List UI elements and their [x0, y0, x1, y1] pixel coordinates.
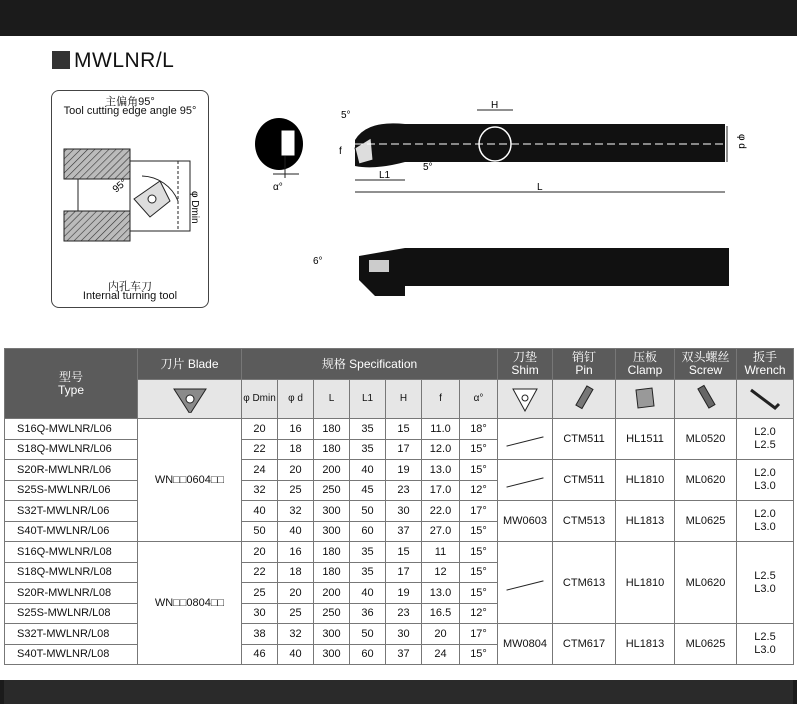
shim-cell: MW0603 [498, 501, 553, 542]
sub-l1: L1 [350, 380, 386, 419]
pin-cell: CTM617 [553, 624, 616, 665]
type-cell: S40T-MWLNR/L06 [5, 521, 138, 542]
value-cell: 25 [278, 603, 314, 624]
value-cell: 35 [350, 419, 386, 440]
inset-title-cn: 主偏角95° [105, 96, 155, 108]
screw-cell: ML0620 [675, 460, 737, 501]
value-cell: 18° [460, 419, 498, 440]
value-cell: 23 [386, 480, 422, 501]
value-cell: 46 [242, 644, 278, 665]
value-cell: 19 [386, 583, 422, 604]
pin-cell: CTM511 [553, 419, 616, 460]
table-row [5, 501, 794, 522]
value-cell: 15° [460, 542, 498, 563]
value-cell: 15° [460, 583, 498, 604]
tool-holder-drawing [255, 96, 795, 306]
wrench-cell: L2.5 L3.0 [737, 542, 794, 624]
angle-5b-label: 5° [423, 162, 433, 173]
value-cell: 19 [386, 460, 422, 481]
sub-alpha: α° [460, 380, 498, 419]
value-cell: 32 [278, 501, 314, 522]
value-cell: 40 [350, 583, 386, 604]
value-cell: 60 [350, 644, 386, 665]
value-cell: 35 [350, 542, 386, 563]
value-cell: 250 [314, 480, 350, 501]
header-row [5, 349, 794, 380]
value-cell: 200 [314, 583, 350, 604]
type-cell: S20R-MWLNR/L08 [5, 583, 138, 604]
sub-l: L [314, 380, 350, 419]
value-cell: 17 [386, 562, 422, 583]
value-cell: 16 [278, 542, 314, 563]
screw-cell: ML0620 [675, 542, 737, 624]
value-cell: 20 [242, 542, 278, 563]
type-cell: S40T-MWLNR/L08 [5, 644, 138, 665]
sub-dmin: φ Dmin [242, 380, 278, 419]
value-cell: 300 [314, 624, 350, 645]
type-cell: S25S-MWLNR/L06 [5, 480, 138, 501]
value-cell: 40 [350, 460, 386, 481]
type-cell: S32T-MWLNR/L06 [5, 501, 138, 522]
angle-5a-label: 5° [341, 110, 351, 121]
bottom-band [0, 680, 797, 704]
type-cell: S18Q-MWLNR/L06 [5, 439, 138, 460]
wrench-cell: L2.0 L2.5 [737, 419, 794, 460]
value-cell: 38 [242, 624, 278, 645]
value-cell: 12° [460, 603, 498, 624]
angle-label: 95° [110, 177, 130, 196]
type-cell: S32T-MWLNR/L08 [5, 624, 138, 645]
side-view-bar [405, 248, 729, 286]
value-cell: 22 [242, 562, 278, 583]
title-square-icon [52, 51, 70, 69]
value-cell: 18 [278, 562, 314, 583]
table-row [5, 419, 794, 440]
blade-cell-l08: WN□□0804□□ [138, 542, 242, 665]
table-row [5, 542, 794, 563]
value-cell: 37 [386, 644, 422, 665]
wrench-cell: L2.0 L3.0 [737, 501, 794, 542]
value-cell: 180 [314, 542, 350, 563]
value-cell: 17° [460, 501, 498, 522]
value-cell: 24 [422, 644, 460, 665]
value-cell: 36 [350, 603, 386, 624]
value-cell: 15° [460, 644, 498, 665]
pin-cell: CTM513 [553, 501, 616, 542]
sub-f: f [422, 380, 460, 419]
value-cell: 40 [278, 644, 314, 665]
wrench-cell: L2.0 L3.0 [737, 460, 794, 501]
blade-image [138, 380, 242, 419]
shim-cell: MW0804 [498, 624, 553, 665]
value-cell: 20 [278, 583, 314, 604]
value-cell: 300 [314, 644, 350, 665]
value-cell: 180 [314, 439, 350, 460]
value-cell: 180 [314, 562, 350, 583]
type-cell: S25S-MWLNR/L08 [5, 603, 138, 624]
value-cell: 16 [278, 419, 314, 440]
alpha-label-end: α° [273, 182, 283, 193]
value-cell: 13.0 [422, 460, 460, 481]
clamp-cell: HL1511 [616, 419, 675, 460]
value-cell: 11.0 [422, 419, 460, 440]
value-cell: 27.0 [422, 521, 460, 542]
value-cell: 30 [242, 603, 278, 624]
value-cell: 11 [422, 542, 460, 563]
shim-none [498, 460, 553, 501]
value-cell: 12° [460, 480, 498, 501]
clamp-cell: HL1813 [616, 624, 675, 665]
wrench-cell: L2.5 L3.0 [737, 624, 794, 665]
clamp-image [616, 380, 675, 419]
value-cell: 300 [314, 501, 350, 522]
value-cell: 40 [242, 501, 278, 522]
clamp-cell: HL1810 [616, 542, 675, 624]
value-cell: 17.0 [422, 480, 460, 501]
clamp-header: 压板 Clamp [616, 349, 675, 380]
blade-header: 刀片 Blade [138, 349, 242, 380]
page-title [52, 49, 174, 73]
screw-cell: ML0625 [675, 501, 737, 542]
clamp-cell: HL1813 [616, 501, 675, 542]
value-cell: 50 [350, 624, 386, 645]
pin-header: 销钉 Pin [553, 349, 616, 380]
value-cell: 15 [386, 419, 422, 440]
value-cell: 32 [278, 624, 314, 645]
value-cell: 37 [386, 521, 422, 542]
workpiece-lower [64, 211, 130, 241]
value-cell: 40 [278, 521, 314, 542]
value-cell: 25 [242, 583, 278, 604]
inset-caption-en: Internal turning tool [82, 290, 178, 302]
value-cell: 35 [350, 562, 386, 583]
f-label: f [339, 146, 342, 157]
screw-cell: ML0625 [675, 624, 737, 665]
inset-title-en: Tool cutting edge angle 95° [63, 105, 197, 117]
bar-body [355, 123, 725, 167]
cutting-angle-inset [51, 90, 209, 308]
value-cell: 17 [386, 439, 422, 460]
value-cell: 25 [278, 480, 314, 501]
value-cell: 30 [386, 501, 422, 522]
pin-image [553, 380, 616, 419]
value-cell: 50 [350, 501, 386, 522]
value-cell: 20 [278, 460, 314, 481]
shim-none [498, 419, 553, 460]
l1-label: L1 [379, 170, 391, 181]
screw-cell: ML0520 [675, 419, 737, 460]
value-cell: 22 [242, 439, 278, 460]
d-label: φ d [736, 134, 747, 149]
value-cell: 50 [242, 521, 278, 542]
value-cell: 23 [386, 603, 422, 624]
value-cell: 15° [460, 562, 498, 583]
blade-cell-l06: WN□□0604□□ [138, 419, 242, 542]
type-cell: S16Q-MWLNR/L08 [5, 542, 138, 563]
value-cell: 15 [386, 542, 422, 563]
dmin-label: φ Dmin [189, 191, 200, 224]
value-cell: 15° [460, 460, 498, 481]
value-cell: 13.0 [422, 583, 460, 604]
value-cell: 16.5 [422, 603, 460, 624]
value-cell: 18 [278, 439, 314, 460]
table-row [5, 460, 794, 481]
value-cell: 15° [460, 521, 498, 542]
value-cell: 24 [242, 460, 278, 481]
value-cell: 32 [242, 480, 278, 501]
value-cell: 200 [314, 460, 350, 481]
wrench-header: 扳手 Wrench [737, 349, 794, 380]
value-cell: 45 [350, 480, 386, 501]
inset-caption-cn: 内孔车刀 [108, 281, 152, 293]
value-cell: 30 [386, 624, 422, 645]
internal-turning-diagram [52, 121, 208, 251]
type-cell: S20R-MWLNR/L06 [5, 460, 138, 481]
type-cell: S16Q-MWLNR/L06 [5, 419, 138, 440]
sub-h: H [386, 380, 422, 419]
sub-d: φ d [278, 380, 314, 419]
type-header: 型号 Type [5, 349, 138, 419]
value-cell: 60 [350, 521, 386, 542]
title-text: MWLNR/L [74, 49, 175, 72]
top-band [0, 0, 797, 36]
value-cell: 20 [422, 624, 460, 645]
l-label: L [537, 182, 543, 193]
table-row [5, 624, 794, 645]
value-cell: 17° [460, 624, 498, 645]
angle-6-label: 6° [313, 256, 323, 267]
value-cell: 180 [314, 419, 350, 440]
value-cell: 20 [242, 419, 278, 440]
value-cell: 12.0 [422, 439, 460, 460]
spec-header: 规格 Specification [242, 349, 498, 380]
wrench-image [737, 380, 794, 419]
value-cell: 22.0 [422, 501, 460, 522]
pin-cell: CTM511 [553, 460, 616, 501]
value-cell: 300 [314, 521, 350, 542]
value-cell: 35 [350, 439, 386, 460]
screw-image [675, 380, 737, 419]
shim-none [498, 542, 553, 624]
shim-image [498, 380, 553, 419]
workpiece-upper [64, 149, 130, 179]
type-cell: S18Q-MWLNR/L08 [5, 562, 138, 583]
value-cell: 15° [460, 439, 498, 460]
clamp-cell: HL1810 [616, 460, 675, 501]
h-label: H [491, 100, 499, 111]
value-cell: 12 [422, 562, 460, 583]
shim-header: 刀垫 Shim [498, 349, 553, 380]
end-view [255, 118, 303, 170]
screw-header: 双头螺丝 Screw [675, 349, 737, 380]
spec-table [4, 348, 794, 665]
value-cell: 250 [314, 603, 350, 624]
pin-cell: CTM613 [553, 542, 616, 624]
